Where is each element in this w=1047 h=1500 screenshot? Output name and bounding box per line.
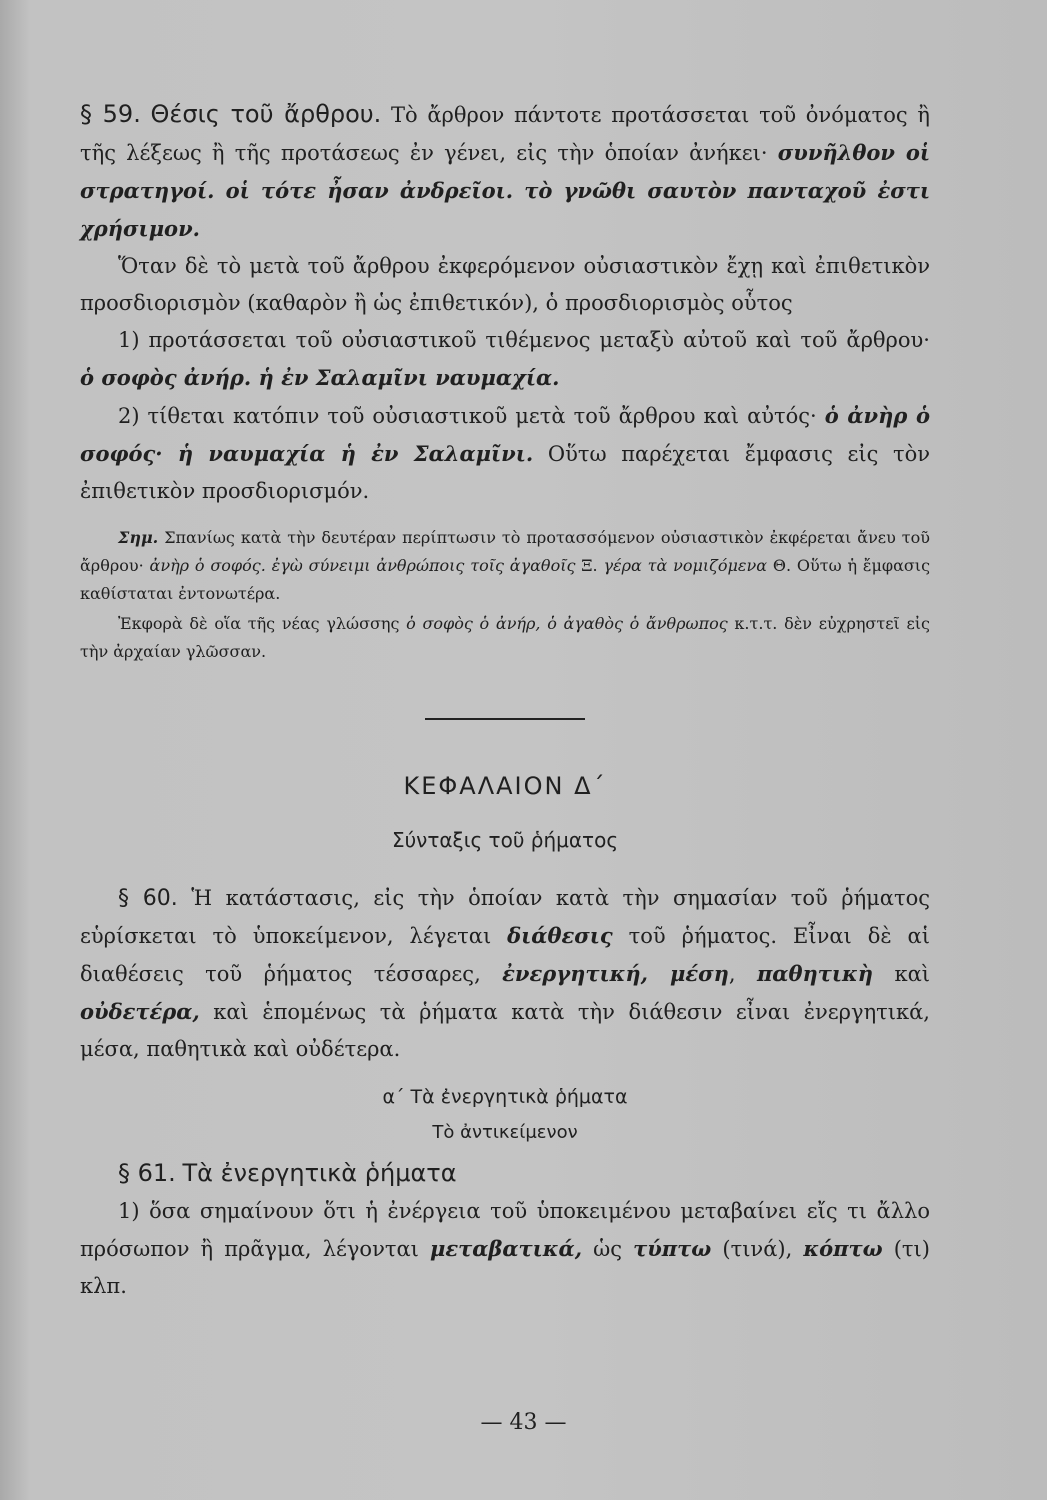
term-pathitiki: παθητικὴ <box>756 961 874 986</box>
section-61-text-4: (τι) κλπ. <box>80 1237 930 1298</box>
item-2-tail: Οὕτω παρέχεται ἔμφασις εἰς τὸν ἐπιθετικὸν προσδιορισμόν. <box>80 442 930 503</box>
note-1-ref-2: Θ. <box>772 556 792 575</box>
note-1-example-1: ἀνὴρ ὁ σοφός. ἐγὼ σύνειμι ἀνθρώποις τοῖς ἀγαθοῖς <box>149 556 576 575</box>
item-1-text: 1) προτάσσεται τοῦ οὐσιαστικοῦ τιθέμενος μεταξὺ αὐτοῦ καὶ τοῦ ἄρθρου· <box>118 328 930 352</box>
section-59-para2: Ὅταν δὲ τὸ μετὰ τοῦ ἄρθρου ἐκφερόμενον οὐσιαστικὸν ἔχῃ καὶ ἐπιθετικὸν προσδιορισμὸν (καθαρὸν ἢ ὡς ἐπιθετικόν), ὁ προσδιορισμὸς οὗτος <box>80 254 930 315</box>
section-61-number: § 61. <box>118 1159 176 1187</box>
term-metavatika: μεταβατικά, <box>429 1236 583 1261</box>
section-divider <box>425 718 585 720</box>
section-60-text-2: τοῦ ῥήματος. Εἶναι δὲ αἱ διαθέσεις τοῦ ῥήματος τέσσαρες, <box>80 924 930 986</box>
chapter-subtitle: Σύνταξις τοῦ ῥήματος <box>391 828 619 852</box>
example-typto: τύπτω <box>633 1236 712 1261</box>
term-diathesis: διάθεσις <box>507 923 613 948</box>
subsection-a-title: α΄ Τὰ ἐνεργητικὰ ῥήματα <box>382 1086 628 1108</box>
subsection-a-subtitle: Τὸ ἀντικείμενον <box>432 1122 578 1143</box>
item-2-examples: ὁ ἀνὴρ ὁ σοφός· ἡ ναυμαχία ἡ ἐν Σαλαμῖνι. <box>80 403 930 466</box>
page-number: — 43 — <box>480 1410 567 1435</box>
note-2-tail: κ.τ.τ. δὲν εὐχρηστεῖ εἰς τὴν ἀρχαίαν γλῶσσαν. <box>80 614 930 661</box>
page-content <box>80 96 930 1305</box>
note-paragraph-2 <box>80 610 930 666</box>
section-59-title: Θέσις τοῦ ἄρθρου. <box>150 100 382 128</box>
section-61-text-1: 1) ὅσα σημαίνουν ὅτι ἡ ἐνέργεια τοῦ ὑποκειμένου μεταβαίνει εἴς τι ἄλλο πρόσωπον ἢ πρᾶγμα, λέγονται <box>80 1199 930 1261</box>
note-1-tail: Οὕτω ἡ ἔμφασις καθίσταται ἐντονωτέρα. <box>80 556 931 603</box>
section-60-number: § 60. <box>118 886 178 911</box>
section-59-examples: συνῆλθον οἱ στρατηγοί. οἱ τότε ἦσαν ἀνδρεῖοι. τὸ γνῶθι σαυτὸν πανταχοῦ ἐστι χρήσιμον. <box>80 140 930 241</box>
section-61-title: Τὰ ἐνεργητικὰ ῥήματα <box>182 1159 457 1187</box>
note-2-text: Ἐκφορὰ δὲ οἵα τῆς νέας γλώσσης <box>118 614 400 633</box>
section-61-item-1 <box>80 1193 930 1305</box>
term-oudetera: οὐδετέρα, <box>80 999 200 1024</box>
example-kopto: κόπτω <box>803 1236 883 1261</box>
section-61-text-2: ὡς <box>593 1237 622 1261</box>
section-60-text-3: καὶ ἑπομένως τὰ ῥήματα κατὰ τὴν διάθεσιν εἶναι ἐνεργητικά, μέσα, παθητικὰ καὶ οὐδέτερα. <box>80 1000 930 1061</box>
section-61-heading <box>80 1155 930 1193</box>
section-60-and: καὶ <box>894 962 930 986</box>
note-1-text: Σπανίως κατὰ τὴν δευτέραν περίπτωσιν τὸ προτασσόμενον οὐσιαστικὸν ἐκφέρεται ἄνευ τοῦ ἄρθρου· <box>80 528 930 575</box>
chapter-title: ΚΕΦΑΛΑΙΟΝ Δ΄ <box>403 772 607 800</box>
note-label: Σημ. <box>118 528 159 547</box>
note-2-examples: ὁ σοφὸς ὁ ἀνήρ, ὁ ἀγαθὸς ὁ ἄνθρωπος <box>406 614 728 633</box>
section-59-item-1 <box>80 322 930 397</box>
note-1-example-2: γέρα τὰ νομιζόμενα <box>603 556 767 575</box>
section-60-paragraph <box>80 880 930 1068</box>
note-1-ref-1: Ξ. <box>581 556 598 575</box>
term-energetiki-mesi: ἐνεργητική, μέση <box>502 961 729 986</box>
section-59-paragraph <box>80 96 930 248</box>
note-paragraph-1 <box>80 524 930 608</box>
section-61-text-3: (τινά), <box>722 1237 793 1261</box>
section-60-text-1: Ἡ κατάστασις, εἰς τὴν ὁποίαν κατὰ τὴν σημασίαν τοῦ ῥήματος εὑρίσκεται τὸ ὑποκείμενον, λέγεται <box>80 886 931 948</box>
section-59-text: Τὸ ἄρθρον πάντοτε προτάσσεται τοῦ ὀνόματος ἢ τῆς λέξεως ἢ τῆς προτάσεως ἐν γένει, εἰς τὴν ὁποίαν ἀνήκει· <box>80 103 930 165</box>
item-1-examples: ὁ σοφὸς ἀνήρ. ἡ ἐν Σαλαμῖνι ναυμαχία. <box>80 365 560 390</box>
section-59-item-2 <box>80 397 930 510</box>
section-59-number: § 59. <box>80 100 141 128</box>
section-60-sep: , <box>728 962 736 986</box>
item-2-text: 2) τίθεται κατόπιν τοῦ οὐσιαστικοῦ μετὰ τοῦ ἄρθρου καὶ αὐτός· <box>118 404 817 428</box>
